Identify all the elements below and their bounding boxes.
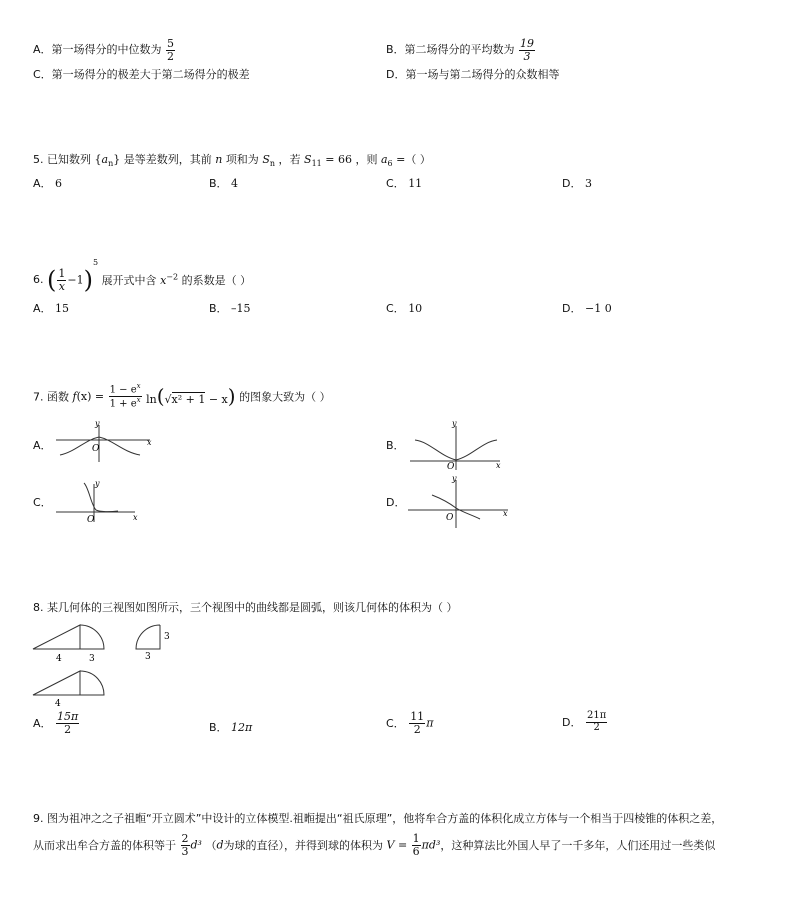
q4-option-c[interactable]: C．第一场得分的极差大于第二场得分的极差: [33, 68, 250, 81]
q4-option-d[interactable]: D．第一场与第二场得分的众数相等: [386, 68, 560, 81]
q5-option-c[interactable]: C． 11: [386, 177, 423, 190]
q7-stem: 7. 函数 f(x) = $\frac{1 - e^x}{1 + e^x}$ ln(√x² + 1 − x) 的图象大致为（ ）: [33, 382, 331, 410]
dim-front-left: 4: [56, 654, 62, 664]
origin-label: O: [87, 515, 95, 525]
q6-option-d[interactable]: D． −1 0: [562, 302, 612, 315]
q8-option-b[interactable]: B． 12π: [209, 721, 253, 734]
q4-option-b-fraction: $\frac{19}{3}$: [520, 37, 535, 63]
q8-option-d[interactable]: D． $\frac{21\pi}{2}$: [562, 710, 607, 733]
q6-option-b[interactable]: B． –15: [209, 302, 251, 315]
q5-option-b[interactable]: B． 4: [209, 177, 239, 190]
origin-label: O: [446, 513, 454, 523]
front-view-arc: [80, 625, 104, 649]
q5-option-d[interactable]: D． 3: [562, 177, 592, 190]
q4-option-b-text: B．第二场得分的平均数为: [386, 43, 515, 57]
q6-option-c[interactable]: C． 10: [386, 302, 423, 315]
q7-option-a-label[interactable]: A．: [33, 439, 52, 452]
x-label: x: [503, 509, 508, 518]
x-label: x: [133, 513, 138, 522]
y-label: y: [95, 479, 100, 488]
side-view-quarter-circle: [136, 625, 160, 649]
q7-option-d-label[interactable]: D．: [386, 496, 406, 509]
q7-option-b-label[interactable]: B．: [386, 439, 405, 452]
q9-line-2: 从而求出牟合方盖的体积等于 $\frac{2}{3}$ d³ （d为球的直径），并得到球的体积为 V = $\frac{1}{6}$ πd³，这种算法比外国人早了一千多年，人们还用过一些类似: [33, 832, 716, 858]
q5-stem: 5. 已知数列 $\{a_n\}$ 是等差数列，其前 n 项和为 $S_n$ ，若 $S_{11} = 66$ ，则 $a_6$ =（ ）: [33, 153, 431, 169]
origin-label: O: [447, 462, 455, 472]
front-view-triangle: [33, 625, 80, 649]
q6-option-a[interactable]: A． 15: [33, 302, 70, 315]
dim-front-right: 3: [89, 654, 95, 664]
top-view-triangle: [33, 671, 80, 695]
x-label: x: [147, 438, 152, 447]
q4-option-a-text: A．第一场得分的中位数为: [33, 43, 162, 57]
q5-option-a[interactable]: A． 6: [33, 177, 63, 190]
q6-stem: 6. ( $\frac{1}{x}$ −1)$^5$ 展开式中含 $x^{-2}$ 的系数是（ ）: [33, 258, 252, 294]
y-label: y: [452, 419, 457, 428]
dim-top-left: 4: [55, 699, 61, 709]
y-label: y: [452, 474, 457, 483]
x-label: x: [496, 461, 501, 470]
y-label: y: [95, 419, 100, 428]
q4-option-a-fraction: $\frac{5}{2}$: [167, 37, 175, 63]
dim-side-right: 3: [164, 632, 170, 642]
origin-label: O: [92, 444, 100, 454]
q8-option-c[interactable]: C． $\frac{11}{2}$ π: [386, 710, 434, 736]
q8-option-a[interactable]: A． $\frac{15\pi}{2}$: [33, 710, 79, 736]
q9-line-1: 9. 图为祖冲之之子祖暅“开立圆术”中设计的立体模型.祖暅提出“祖氏原理”，他将牟合方盖的体积化成立方体与一个相当于四棱锥的体积之差，: [33, 812, 723, 825]
q7-option-c-label[interactable]: C．: [33, 496, 52, 509]
dim-side-bottom: 3: [145, 652, 151, 662]
top-view-arc: [80, 671, 104, 695]
q8-stem: 8. 某几何体的三视图如图所示，三个视图中的曲线都是圆弧，则该几何体的体积为（ ）: [33, 601, 458, 614]
